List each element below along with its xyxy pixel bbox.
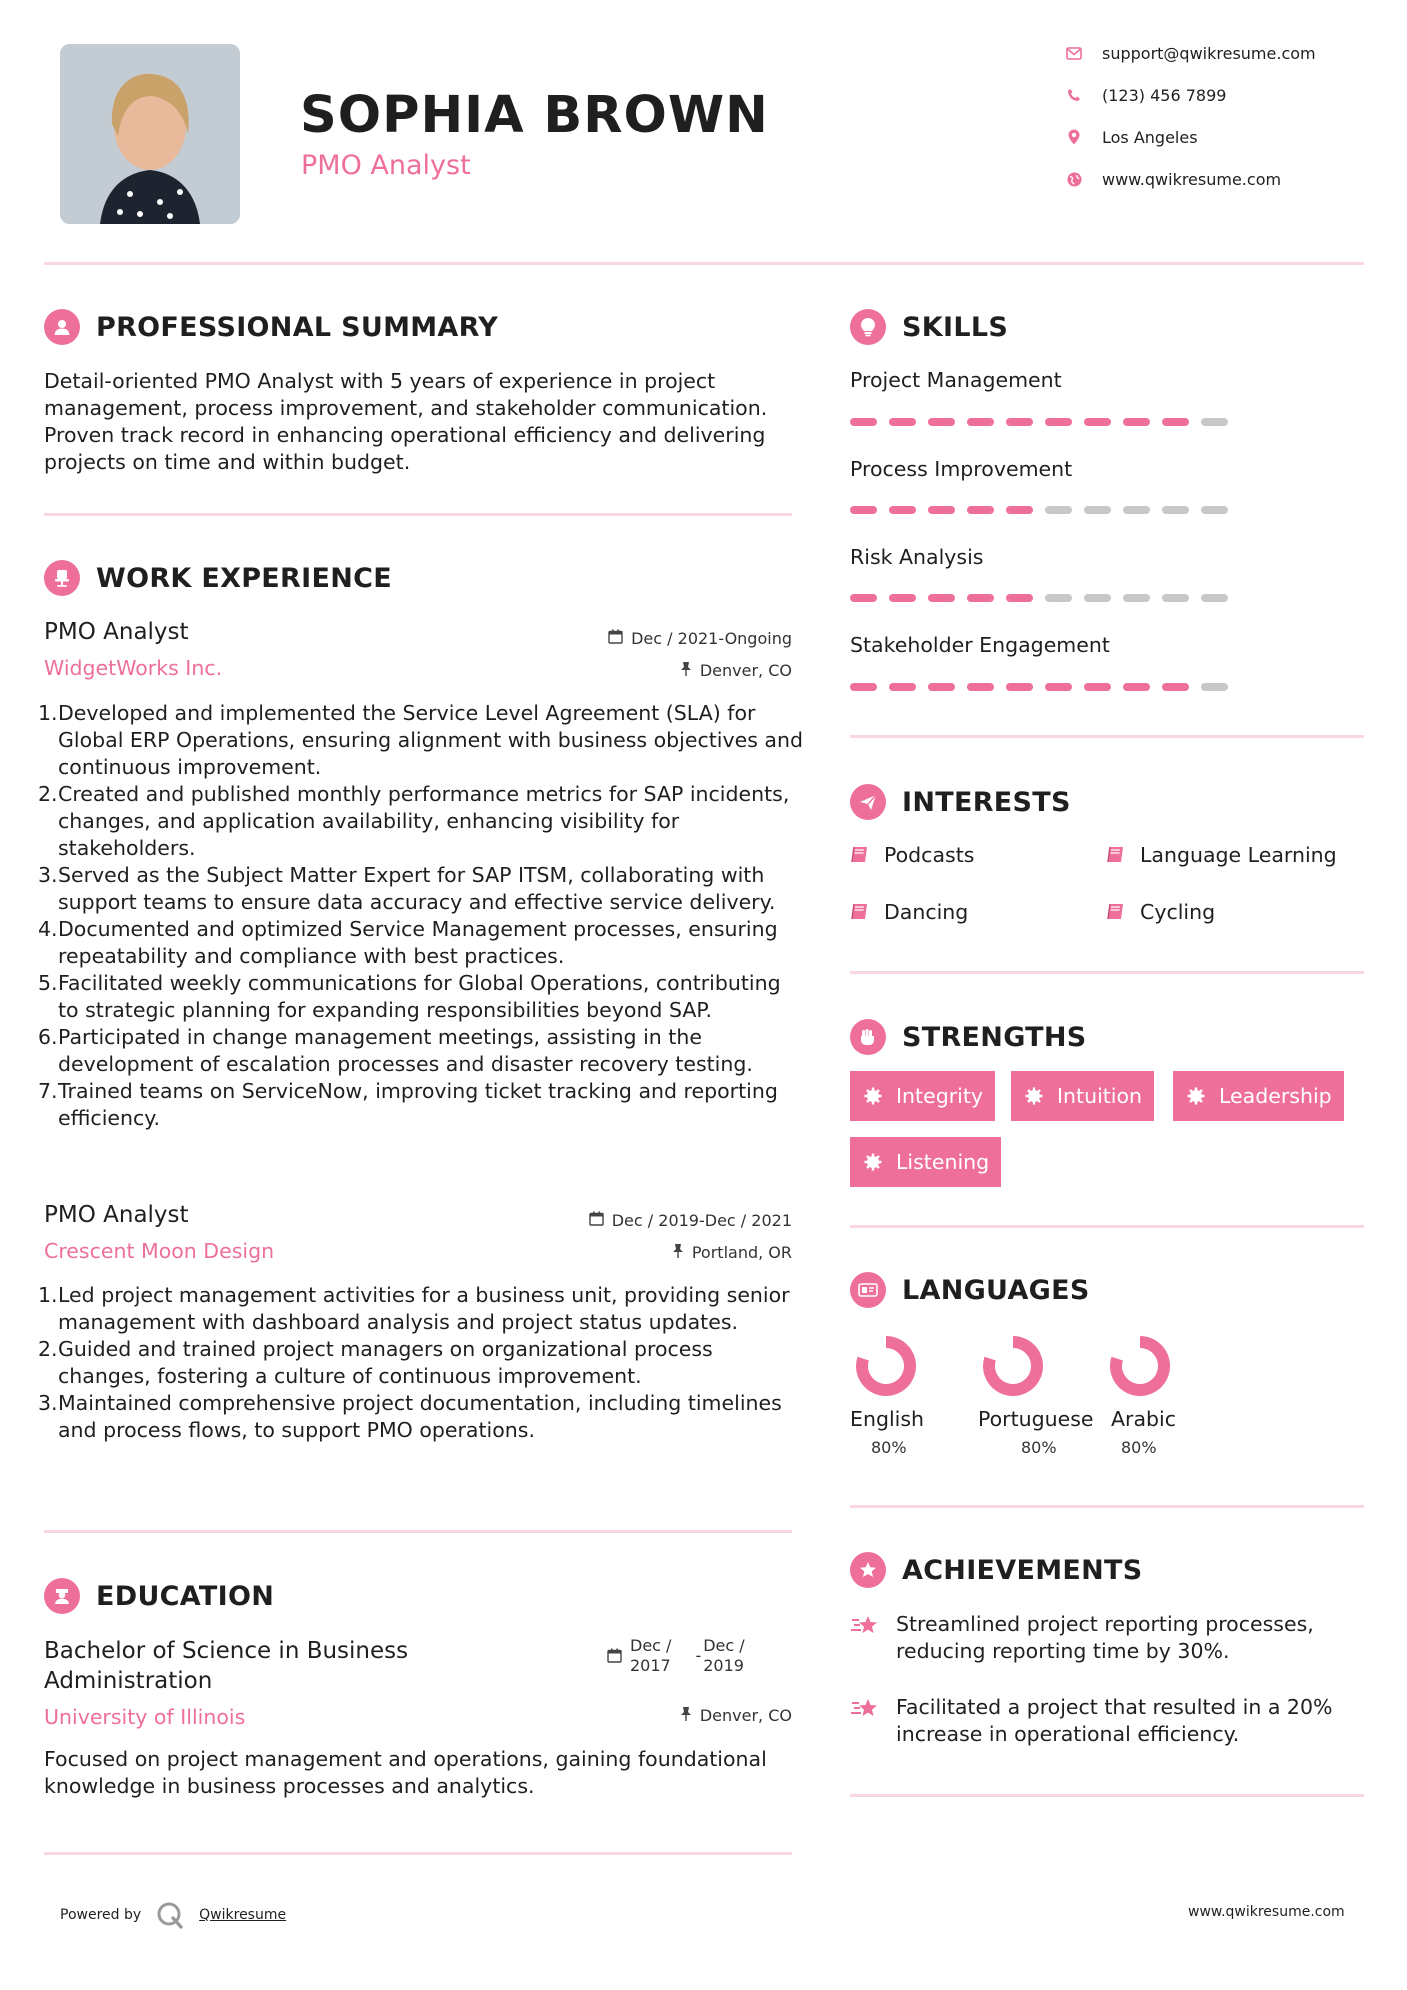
avatar-portrait-image <box>60 44 240 224</box>
skill-dash <box>1162 683 1189 691</box>
skill-dash <box>1123 594 1150 602</box>
book-icon <box>1106 845 1126 865</box>
skill-dash <box>928 683 955 691</box>
skill-dash <box>1123 506 1150 514</box>
strength-tag: Leadership <box>1173 1071 1344 1121</box>
skill-dash <box>1162 418 1189 426</box>
office-chair-icon <box>44 560 80 596</box>
candidate-name: SOPHIA BROWN <box>300 86 769 145</box>
skill-1-rating <box>850 418 1228 426</box>
calendar-icon <box>607 1648 622 1676</box>
contact-email-text: support@qwikresume.com <box>1102 43 1316 63</box>
skills-heading: SKILLS <box>850 307 1008 347</box>
job-2-location: Portland, OR <box>492 1243 792 1262</box>
gear-icon <box>864 1087 882 1105</box>
interest-item: Cycling <box>1106 900 1215 924</box>
pushpin-icon <box>672 1243 684 1262</box>
education-location: Denver, CO <box>492 1706 792 1725</box>
job-1-title: PMO Analyst <box>44 619 189 645</box>
skill-dash <box>1084 594 1111 602</box>
list-item: 4. Documented and optimized Service Management processes, ensuring repeatability and compliance with best practices. <box>38 917 778 968</box>
skill-dash <box>1201 506 1228 514</box>
id-card-icon <box>850 1272 886 1308</box>
achievement-item: Streamlined project reporting processes, reducing reporting time by 30%. <box>850 1611 1350 1665</box>
education-heading: EDUCATION <box>44 1576 274 1616</box>
language-3-gauge <box>1110 1336 1170 1396</box>
skill-dash <box>850 594 877 602</box>
job-1-date: Dec / 2021-Ongoing <box>492 629 792 648</box>
skill-dash <box>889 594 916 602</box>
skill-dash <box>889 418 916 426</box>
phone-icon <box>1066 87 1082 103</box>
work-heading: WORK EXPERIENCE <box>44 558 392 598</box>
shooting-star-icon <box>850 1611 880 1641</box>
skill-dash <box>1045 683 1072 691</box>
job-2-date: Dec / 2019-Dec / 2021 <box>492 1211 792 1230</box>
contact-website[interactable] <box>1066 164 1366 194</box>
skill-dash <box>967 683 994 691</box>
skill-dash <box>928 418 955 426</box>
pushpin-icon <box>680 661 692 680</box>
skill-dash <box>928 594 955 602</box>
interest-item: Podcasts <box>850 843 974 867</box>
list-item: 6. Participated in change management meetings, assisting in the development of escalation processes and disaster recovery testing. <box>38 1025 753 1076</box>
profile-photo <box>60 44 240 224</box>
achievements-heading: ACHIEVEMENTS <box>850 1550 1143 1590</box>
skill-4-rating <box>850 683 1228 691</box>
skill-dash <box>1006 594 1033 602</box>
qwikresume-logo-icon <box>155 1900 185 1930</box>
summary-divider <box>44 513 792 516</box>
lightbulb-icon <box>850 309 886 345</box>
list-item: 3. Maintained comprehensive project documentation, including timelines and process flows, to support PMO operations. <box>38 1391 782 1442</box>
gear-icon <box>1187 1087 1205 1105</box>
education-degree: Bachelor of Science in Business Administration <box>44 1638 409 1694</box>
skill-3-rating <box>850 594 1228 602</box>
skill-dash <box>1006 506 1033 514</box>
contact-website-text: www.qwikresume.com <box>1102 169 1282 189</box>
education-school: University of Illinois <box>44 1705 246 1729</box>
book-icon <box>850 902 870 922</box>
job-2-title: PMO Analyst <box>44 1202 189 1228</box>
calendar-icon <box>608 629 623 648</box>
gear-icon <box>1025 1087 1043 1105</box>
education-date: Dec / 2017 - Dec / 2019 <box>607 1636 745 1676</box>
job-1-company: WidgetWorks Inc. <box>44 656 223 680</box>
achievements-divider <box>850 1794 1364 1797</box>
skill-dash <box>1084 418 1111 426</box>
summary-heading: PROFESSIONAL SUMMARY <box>44 307 498 347</box>
skill-dash <box>1162 506 1189 514</box>
skill-3-label: Risk Analysis <box>850 545 984 569</box>
footer-website[interactable]: www.qwikresume.com <box>1188 1904 1345 1920</box>
list-item: 7. Trained teams on ServiceNow, improving ticket tracking and reporting efficiency. <box>38 1079 778 1130</box>
star-badge-icon <box>850 1552 886 1588</box>
skill-dash <box>850 683 877 691</box>
graduate-icon <box>44 1578 80 1614</box>
fist-icon <box>850 1019 886 1055</box>
skill-dash <box>967 594 994 602</box>
mail-icon <box>1066 45 1082 61</box>
contact-location <box>1066 122 1366 152</box>
skill-dash <box>1201 594 1228 602</box>
education-divider <box>44 1852 792 1855</box>
skill-dash <box>1123 683 1150 691</box>
interests-heading: INTERESTS <box>850 782 1071 822</box>
language-2-percent: 80% <box>1021 1438 1057 1457</box>
skill-2-label: Process Improvement <box>850 457 1073 481</box>
skill-dash <box>1045 506 1072 514</box>
skill-4-label: Stakeholder Engagement <box>850 633 1110 657</box>
language-2-name: Portuguese <box>978 1407 1094 1431</box>
skill-dash <box>889 506 916 514</box>
candidate-title: PMO Analyst <box>301 150 471 181</box>
footer-branding <box>60 1900 286 1930</box>
paper-plane-icon <box>850 784 886 820</box>
skill-dash <box>1201 683 1228 691</box>
education-text: Focused on project management and operations, gaining foundational knowledge in business processes and analytics. <box>44 1747 767 1798</box>
qwikresume-link[interactable]: Qwikresume <box>199 1907 287 1923</box>
globe-icon <box>1066 171 1082 187</box>
skill-dash <box>1006 418 1033 426</box>
job-1-duties <box>38 700 804 1132</box>
list-item: 2. Guided and trained project managers on organizational process changes, fostering a culture of continuous improvement. <box>38 1337 713 1388</box>
list-item: 5. Facilitated weekly communications for Global Operations, contributing to strategic planning for expanding responsibilities beyond SAP. <box>38 971 781 1022</box>
contact-email[interactable] <box>1066 38 1366 68</box>
work-divider <box>44 1530 792 1533</box>
language-3-percent: 80% <box>1121 1438 1157 1457</box>
header-divider <box>44 262 1364 265</box>
language-1-percent: 80% <box>871 1438 907 1457</box>
achievement-item: Facilitated a project that resulted in a 20% increase in operational efficiency. <box>850 1694 1350 1748</box>
skill-dash <box>1201 418 1228 426</box>
skill-dash <box>1123 418 1150 426</box>
job-2-company: Crescent Moon Design <box>44 1239 275 1263</box>
skill-dash <box>1045 418 1072 426</box>
skill-dash <box>1045 594 1072 602</box>
skill-dash <box>967 506 994 514</box>
gear-icon <box>864 1153 882 1171</box>
skill-1-label: Project Management <box>850 368 1062 392</box>
strength-tag: Listening <box>850 1137 1001 1187</box>
strength-tag: Intuition <box>1011 1071 1154 1121</box>
skill-2-rating <box>850 506 1228 514</box>
contact-phone-text: (123) 456 7899 <box>1102 85 1227 105</box>
strengths-divider <box>850 1225 1364 1228</box>
skill-dash <box>928 506 955 514</box>
calendar-icon <box>589 1211 604 1230</box>
user-icon <box>44 309 80 345</box>
skill-dash <box>1006 683 1033 691</box>
skill-dash <box>1084 683 1111 691</box>
interests-divider <box>850 971 1364 974</box>
language-3-name: Arabic <box>1111 1407 1176 1431</box>
skill-dash <box>850 506 877 514</box>
summary-text: Detail-oriented PMO Analyst with 5 years of experience in project management, process improvement, and stakeholder communication. Proven track record in enhancing operational efficiency and delivering projects on time and within budget. <box>44 369 768 474</box>
book-icon <box>1106 902 1126 922</box>
interest-item: Dancing <box>850 900 968 924</box>
contact-location-text: Los Angeles <box>1102 127 1198 147</box>
contact-phone[interactable] <box>1066 80 1366 110</box>
language-1-gauge <box>856 1336 916 1396</box>
language-2-gauge <box>983 1336 1043 1396</box>
skill-dash <box>850 418 877 426</box>
strengths-heading: STRENGTHS <box>850 1017 1087 1057</box>
location-pin-icon <box>1066 129 1082 145</box>
skill-dash <box>889 683 916 691</box>
languages-divider <box>850 1505 1364 1508</box>
language-1-name: English <box>850 1407 925 1431</box>
job-2-duties <box>38 1282 804 1444</box>
list-item: 2. Created and published monthly performance metrics for SAP incidents, changes, and application availability, enhancing visibility for stakeholders. <box>38 782 790 860</box>
skills-divider <box>850 735 1364 738</box>
list-item: 1. Led project management activities for a business unit, providing senior management with dashboard analysis and project status updates. <box>38 1283 790 1334</box>
shooting-star-icon <box>850 1694 880 1724</box>
list-item: 3. Served as the Subject Matter Expert for SAP ITSM, collaborating with support teams to ensure data accuracy and effective service delivery. <box>38 863 776 914</box>
strength-tag: Integrity <box>850 1071 995 1121</box>
languages-heading: LANGUAGES <box>850 1270 1090 1310</box>
list-item: 1. Developed and implemented the Service Level Agreement (SLA) for Global ERP Operations, ensuring alignment with business objectives and continuous improvement. <box>38 701 803 779</box>
job-1-location: Denver, CO <box>492 661 792 680</box>
skill-dash <box>967 418 994 426</box>
book-icon <box>850 845 870 865</box>
skill-dash <box>1084 506 1111 514</box>
pushpin-icon <box>680 1706 692 1725</box>
skill-dash <box>1162 594 1189 602</box>
interest-item: Language Learning <box>1106 843 1337 867</box>
powered-by-text: Powered by <box>60 1907 142 1923</box>
